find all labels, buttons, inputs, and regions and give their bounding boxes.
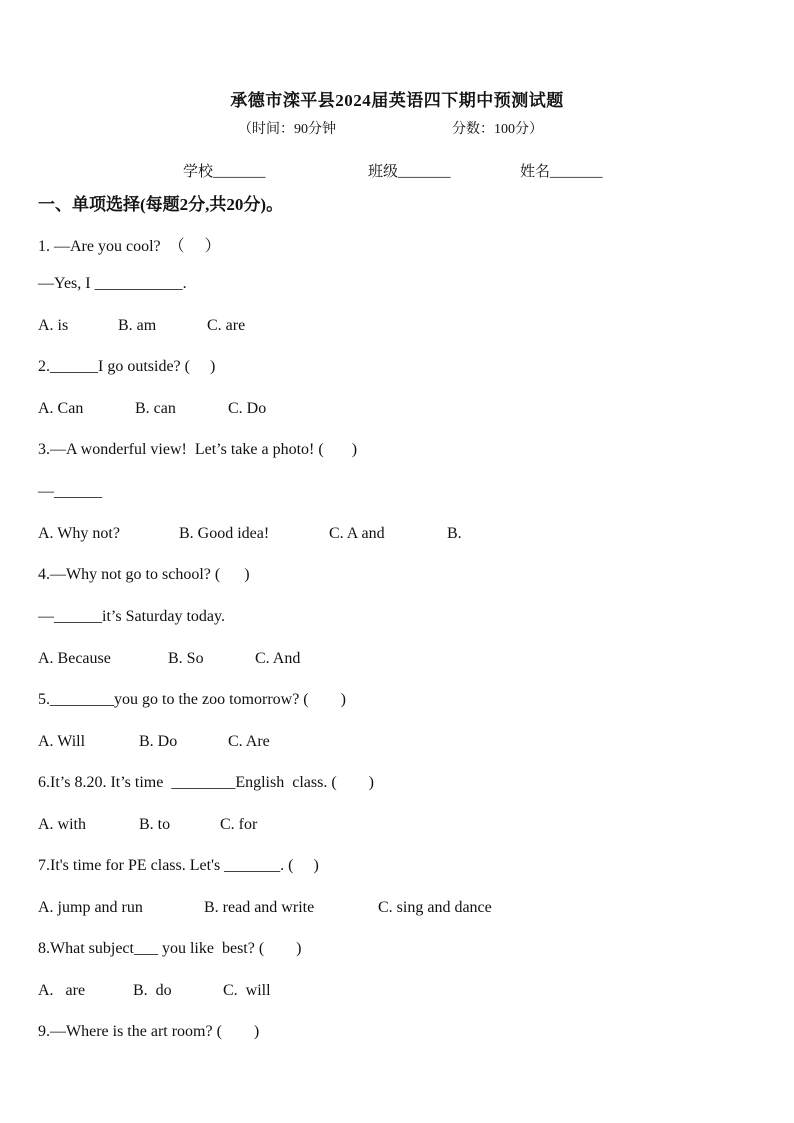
exam-time: （时间：90分钟 xyxy=(238,122,336,137)
question-4-answer: —______it’s Saturday today. xyxy=(38,608,225,625)
option-8c: C. will xyxy=(223,982,271,999)
question-8: 8.What subject___ you like best? ( ) xyxy=(38,940,302,957)
question-1-answer: —Yes, I ___________. xyxy=(38,275,187,292)
question-9: 9.—Where is the art room? ( ) xyxy=(38,1023,260,1040)
question-4: 4.—Why not go to school? ( ) xyxy=(38,566,250,583)
section-heading: 一、单项选择(每题2分,共20分)。 xyxy=(38,195,284,214)
option-8a: A. are xyxy=(38,982,86,999)
option-7b: B. read and write xyxy=(204,899,315,916)
question-3: 3.—A wonderful view! Let’s take a photo! ( ) xyxy=(38,441,358,458)
option-7c: C. sing and dance xyxy=(378,899,492,916)
class-field: 班级_______ xyxy=(368,164,451,180)
option-3b: B. Good idea! xyxy=(179,525,270,542)
option-6c: C. for xyxy=(220,816,258,833)
option-3a: A. Why not? xyxy=(38,525,120,542)
question-3-answer: —______ xyxy=(38,483,102,500)
option-1a: A. is xyxy=(38,317,69,334)
option-1c: C. are xyxy=(207,317,246,334)
option-7a: A. jump and run xyxy=(38,899,143,916)
school-field: 学校_______ xyxy=(183,164,266,180)
option-5a: A. Will xyxy=(38,733,86,750)
option-2a: A. Can xyxy=(38,400,84,417)
option-5c: C. Are xyxy=(228,733,270,750)
option-3c: C. A and xyxy=(329,525,385,542)
name-field: 姓名_______ xyxy=(520,164,603,180)
option-1b: B. am xyxy=(118,317,157,334)
option-6a: A. with xyxy=(38,816,86,833)
option-4c: C. And xyxy=(255,650,301,667)
option-5b: B. Do xyxy=(139,733,178,750)
option-2b: B. can xyxy=(135,400,176,417)
option-3c-cont: B. xyxy=(447,525,462,542)
question-2: 2.______I go outside? ( ) xyxy=(38,358,216,375)
option-2c: C. Do xyxy=(228,400,267,417)
exam-score: 分数：100分） xyxy=(452,122,543,137)
question-7: 7.It's time for PE class. Let's _______. ( ) xyxy=(38,857,319,874)
page-title: 承德市滦平县2024届英语四下期中预测试题 xyxy=(230,91,564,110)
option-4b: B. So xyxy=(168,650,204,667)
question-5: 5.________you go to the zoo tomorrow? ( ) xyxy=(38,691,346,708)
question-6: 6.It’s 8.20. It’s time ________English class. ( ) xyxy=(38,774,374,791)
question-1: 1. —Are you cool? （ ） xyxy=(38,238,221,255)
option-8b: B. do xyxy=(133,982,172,999)
option-4a: A. Because xyxy=(38,650,111,667)
option-6b: B. to xyxy=(139,816,171,833)
